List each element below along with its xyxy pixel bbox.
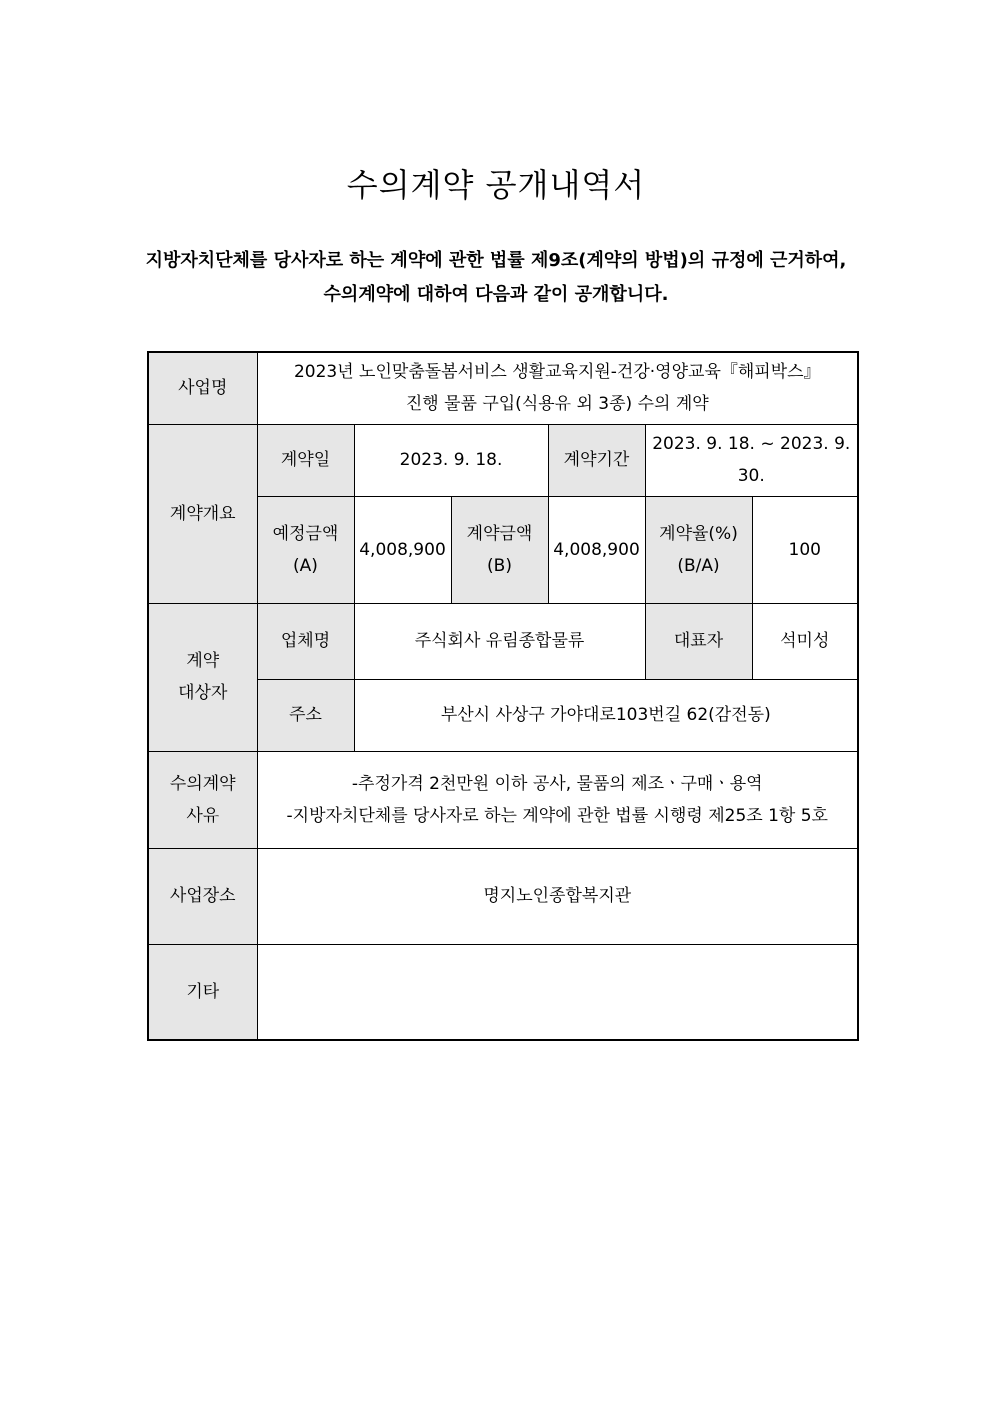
estimated-amount-label-line-2: (A) <box>293 555 318 576</box>
project-name-label: 사업명 <box>148 352 257 424</box>
row-project-name <box>148 352 858 424</box>
etc-label: 기타 <box>148 944 257 1040</box>
site-value: 명지노인종합복지관 <box>257 848 858 944</box>
reason-label <box>148 751 257 848</box>
company-label: 업체명 <box>257 603 354 679</box>
contract-rate-label-line-1: 계약율(%) <box>659 523 738 544</box>
contract-amount-label-line-2: (B) <box>487 555 512 576</box>
contract-rate-label <box>645 496 752 603</box>
company-value: 주식회사 유림종합물류 <box>354 603 645 679</box>
contract-amount-value: 4,008,900 <box>548 496 645 603</box>
estimated-amount-label-line-1: 예정금액 <box>272 523 339 544</box>
contract-disclosure-table <box>147 351 859 1041</box>
row-contract-date <box>148 424 858 496</box>
party-label-line-1: 계약 <box>186 651 220 671</box>
site-label: 사업장소 <box>148 848 257 944</box>
reason-label-line-1: 수의계약 <box>169 773 236 794</box>
contract-rate-value: 100 <box>752 496 858 603</box>
project-name-cell <box>257 352 858 424</box>
intro-text <box>0 244 992 312</box>
estimated-amount-value: 4,008,900 <box>354 496 451 603</box>
project-name-line-2: 진행 물품 구입(식용유 외 3종) 수의 계약 <box>405 394 709 415</box>
party-label-line-2: 대상자 <box>178 683 228 703</box>
reason-value <box>257 751 858 848</box>
contract-period-label: 계약기간 <box>548 424 645 496</box>
representative-value: 석미성 <box>752 603 858 679</box>
estimated-amount-label <box>257 496 354 603</box>
contract-amount-label-line-1: 계약금액 <box>466 523 533 544</box>
reason-label-line-2: 사유 <box>186 805 220 826</box>
contract-date-value: 2023. 9. 18. <box>354 424 548 496</box>
row-etc <box>148 944 858 1040</box>
representative-label: 대표자 <box>645 603 752 679</box>
contract-date-label: 계약일 <box>257 424 354 496</box>
row-reason <box>148 751 858 848</box>
reason-line-2: -지방자치단체를 당사자로 하는 계약에 관한 법률 시행령 제25조 1항 5호 <box>286 805 828 826</box>
row-site <box>148 848 858 944</box>
contract-amount-label <box>451 496 548 603</box>
address-label: 주소 <box>257 679 354 751</box>
intro-line-2: 수의계약에 대하여 다음과 같이 공개합니다. <box>323 284 669 305</box>
etc-value <box>257 944 858 1040</box>
overview-label: 계약개요 <box>148 424 257 603</box>
row-company <box>148 603 858 679</box>
reason-line-1: -추정가격 2천만원 이하 공사, 물품의 제조ㆍ구매ㆍ용역 <box>351 773 763 794</box>
party-label <box>148 603 257 751</box>
contract-period-value: 2023. 9. 18. ~ 2023. 9. 30. <box>645 424 858 496</box>
address-value: 부산시 사상구 가야대로103번길 62(감전동) <box>354 679 858 751</box>
contract-rate-label-line-2: (B/A) <box>677 555 720 576</box>
document-title: 수의계약 공개내역서 <box>346 166 646 204</box>
project-name-line-1: 2023년 노인맞춤돌봄서비스 생활교육지원-건강·영양교육『해피박스』 <box>293 362 821 383</box>
intro-line-1: 지방자치단체를 당사자로 하는 계약에 관한 법률 제9조(계약의 방법)의 규정에 근거하여, <box>145 250 847 271</box>
